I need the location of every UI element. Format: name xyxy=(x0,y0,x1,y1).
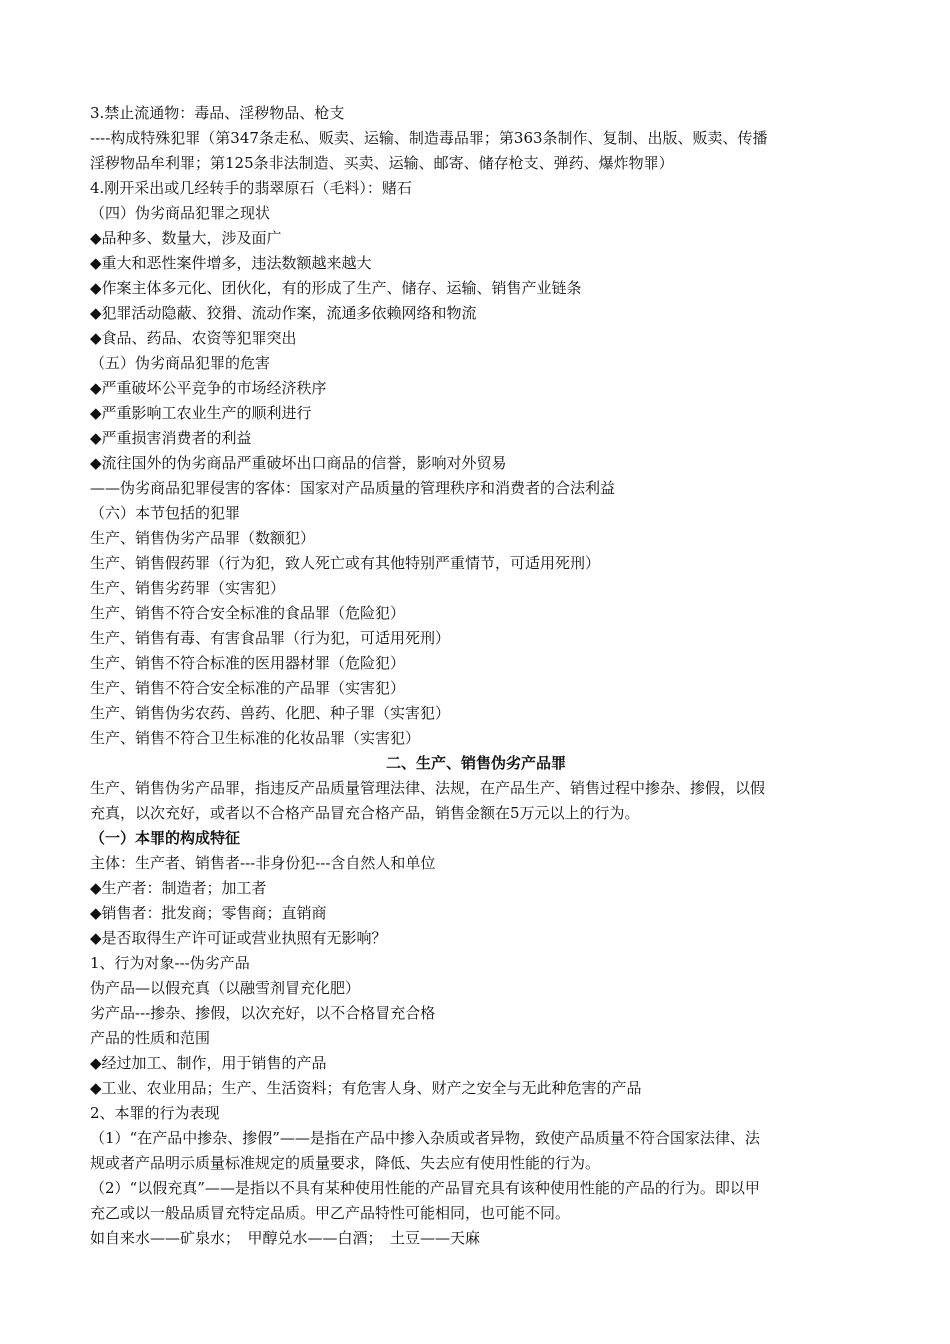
text-line: 生产、销售伪劣产品罪，指违反产品质量管理法律、法规，在产品生产、销售过程中掺杂、掺假，以假 xyxy=(90,779,766,797)
list-item: 生产、销售不符合标准的医用器材罪（危险犯） xyxy=(90,654,406,672)
list-item: 生产、销售不符合卫生标准的化妆品罪（实害犯） xyxy=(90,729,421,747)
bullet-item: ◆经过加工、制作，用于销售的产品 xyxy=(90,1054,327,1072)
list-item: 生产、销售有毒、有害食品罪（行为犯，可适用死刑） xyxy=(90,629,451,647)
chapter-heading: 二、生产、销售伪劣产品罪 xyxy=(385,754,566,772)
list-item: 生产、销售劣药罪（实害犯） xyxy=(90,579,286,597)
document-page xyxy=(90,101,862,1251)
subsection-heading: （一）本罪的构成特征 xyxy=(90,829,241,847)
list-item: 生产、销售不符合安全标准的食品罪（危险犯） xyxy=(90,604,406,622)
bullet-item: ◆严重影响工农业生产的顺利进行 xyxy=(90,404,312,422)
text-line: 淫秽物品牟利罪；第125条非法制造、买卖、运输、邮寄、储存枪支、弹药、爆炸物罪） xyxy=(90,154,674,172)
bullet-item: ◆销售者：批发商；零售商；直销商 xyxy=(90,904,327,922)
section-heading: （五）伪劣商品犯罪的危害 xyxy=(90,354,271,372)
bullet-item: ◆工业、农业用品；生产、生活资料；有危害人身、财产之安全与无此种危害的产品 xyxy=(90,1079,642,1097)
section-heading: （四）伪劣商品犯罪之现状 xyxy=(90,204,271,222)
text-line: 如自来水——矿泉水； 甲醇兑水——白酒； 土豆——天麻 xyxy=(90,1229,481,1247)
bullet-item: ◆严重损害消费者的利益 xyxy=(90,429,252,447)
bullet-item: ◆品种多、数量大，涉及面广 xyxy=(90,229,282,247)
section-heading: （六）本节包括的犯罪 xyxy=(90,504,241,522)
list-item: 生产、销售伪劣农药、兽药、化肥、种子罪（实害犯） xyxy=(90,704,451,722)
list-item: 生产、销售假药罪（行为犯，致人死亡或有其他特别严重情节，可适用死刑） xyxy=(90,554,601,572)
bullet-item: ◆作案主体多元化、团伙化，有的形成了生产、储存、运输、销售产业链条 xyxy=(90,279,582,297)
text-line: ----构成特殊犯罪（第347条走私、贩卖、运输、制造毒品罪；第363条制作、复制、出版、贩卖、传播 xyxy=(90,129,768,147)
list-item: 生产、销售不符合安全标准的产品罪（实害犯） xyxy=(90,679,406,697)
text-line: （1）“在产品中掺杂、掺假”——是指在产品中掺入杂质或者异物，致使产品质量不符合国家法律、法 xyxy=(90,1129,760,1147)
text-line: 充真，以次充好，或者以不合格产品冒充合格产品，销售金额在5万元以上的行为。 xyxy=(90,804,640,822)
text-line: 充乙或以一般品质冒充特定品质。甲乙产品特性可能相同，也可能不同。 xyxy=(90,1204,571,1222)
bullet-item: ◆食品、药品、农资等犯罪突出 xyxy=(90,329,297,347)
text-line: 3.禁止流通物：毒品、淫秽物品、枪支 xyxy=(90,104,345,122)
text-line: 产品的性质和范围 xyxy=(90,1029,211,1047)
text-line: 1、行为对象---伪劣产品 xyxy=(90,954,250,972)
bullet-item: ◆是否取得生产许可证或营业执照有无影响？ xyxy=(90,929,387,947)
bullet-item: ◆犯罪活动隐蔽、狡猾、流动作案，流通多依赖网络和物流 xyxy=(90,304,477,322)
text-line: 劣产品---掺杂、掺假，以次充好，以不合格冒充合格 xyxy=(90,1004,436,1022)
text-line: ——伪劣商品犯罪侵害的客体：国家对产品质量的管理秩序和消费者的合法利益 xyxy=(90,479,616,497)
text-line: 2、本罪的行为表现 xyxy=(90,1104,220,1122)
text-line: 4.刚开采出或几经转手的翡翠原石（毛料）：赌石 xyxy=(90,179,412,197)
text-line: 主体：生产者、销售者---非身份犯---含自然人和单位 xyxy=(90,854,436,872)
text-line: 规或者产品明示质量标准规定的质量要求，降低、失去应有使用性能的行为。 xyxy=(90,1154,601,1172)
text-line: （2）“以假充真”——是指以不具有某种使用性能的产品冒充具有该种使用性能的产品的行为。即以甲 xyxy=(90,1179,760,1197)
bullet-item: ◆流往国外的伪劣商品严重破坏出口商品的信誉，影响对外贸易 xyxy=(90,454,507,472)
bullet-item: ◆生产者：制造者；加工者 xyxy=(90,879,267,897)
list-item: 生产、销售伪劣产品罪（数额犯） xyxy=(90,529,316,547)
bullet-item: ◆重大和恶性案件增多，违法数额越来越大 xyxy=(90,254,372,272)
bullet-item: ◆严重破坏公平竞争的市场经济秩序 xyxy=(90,379,327,397)
text-line: 伪产品—以假充真（以融雪剂冒充化肥） xyxy=(90,979,361,997)
